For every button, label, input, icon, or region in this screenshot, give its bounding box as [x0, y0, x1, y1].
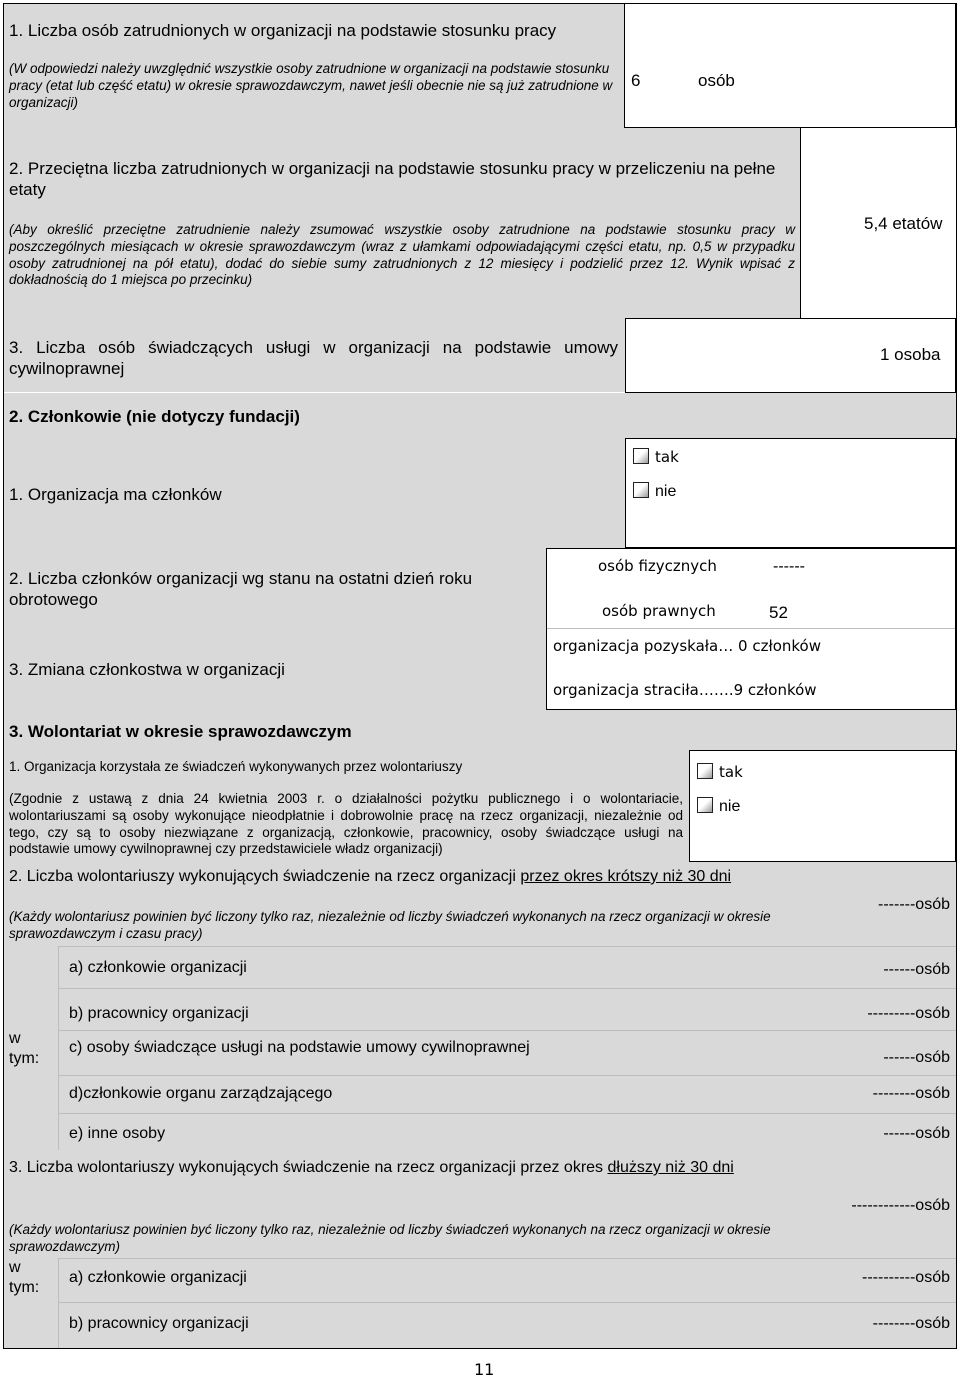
members-yes-option[interactable] [633, 448, 679, 467]
volunteering-section-title: 3. Wolontariat w okresie sprawozdawczym [9, 722, 352, 741]
volunteering-q2-title-period: przez okres krótszy niż 30 dni [520, 868, 732, 885]
employment-q1-note: (W odpowiedzi należy uwzględnić wszystkie osoby zatrudnione w organizacji na podstawie stosunku pracy (etat lub część etatu) w okresie sprawozdawczym, nawet jeśli obecnie nie są już zatrudnione w organizacji) [9, 61, 613, 110]
members-no-option[interactable] [633, 482, 676, 502]
members-legal-value[interactable]: 52 [769, 603, 788, 622]
members-lost[interactable]: organizacja straciła…….9 członków [553, 681, 817, 699]
members-gained[interactable]: organizacja pozyskała… 0 członków [553, 637, 821, 655]
q3-row-b-value[interactable]: --------osób [872, 1315, 950, 1332]
employment-q2-note: (Aby określić przeciętne zatrudnienie należy zsumować wszystkie osoby zatrudnione na podstawie stosunku pracy w poszczególnych miesiącach w okresie sprawozdawczym (wraz z ułamkami odpowiadającymi części etatu, np. 0,5 w przypadku osoby zatrudnionej na pół etatu), dodać do siebie sumy zatrudnionych z 12 miesięcy i podzielić przez 12. Wynik wpisać z dokładnością do 1 miejsca po przecinku) [9, 222, 795, 288]
employment-q1-value: 6 [631, 71, 641, 90]
q2-row-d-label: d)członkowie organu zarządzającego [69, 1085, 333, 1102]
volunteering-q3-title-text: 3. Liczba wolontariuszy wykonujących świadczenie na rzecz organizacji przez okres [9, 1159, 608, 1176]
q2-row-e-label: e) inne osoby [69, 1125, 166, 1142]
volunteering-q2-value[interactable]: -------osób [878, 896, 950, 913]
members-natural-value[interactable]: ------ [773, 558, 805, 575]
volunteering-q3-title-period: dłuższy niż 30 dni [607, 1159, 734, 1176]
volunteering-yes-option[interactable] [697, 763, 743, 782]
members-section-title: 2. Członkowie (nie dotyczy fundacji) [9, 407, 300, 426]
q2-row-d-value[interactable]: --------osób [872, 1085, 950, 1102]
volunteering-q2-note: (Każdy wolontariusz powinien być liczony tylko raz, niezależnie od liczby świadczeń wykonanych na rzecz organizacji w okresie sprawozdawczym i czasu pracy) [9, 909, 771, 941]
q2-row-a-label: a) członkowie organizacji [69, 959, 247, 976]
volunteering-q1-label: 1. Organizacja korzystała ze świadczeń wykonywanych przez wolontariuszy [9, 759, 463, 774]
employment-q1-answer[interactable] [624, 3, 956, 128]
q2-row-e-value[interactable]: ------osób [883, 1125, 950, 1142]
q2-row-divider [58, 946, 956, 947]
q3-row-divider [58, 1258, 956, 1259]
members-divider [547, 628, 955, 629]
volunteering-q3-value[interactable]: ------------osób [851, 1197, 950, 1214]
members-q3-label: 3. Zmiana członkostwa w organizacji [9, 660, 285, 679]
checkbox-icon[interactable] [697, 763, 713, 779]
q2-row-b-value[interactable]: ---------osób [867, 1005, 950, 1022]
volunteering-q2-intym: w tym: [9, 1030, 40, 1067]
volunteering-q3-intym: w tym: [9, 1259, 40, 1296]
employment-q1-title: 1. Liczba osób zatrudnionych w organizacji na podstawie stosunku pracy [9, 21, 557, 40]
members-natural-label: osób fizycznych [598, 557, 717, 575]
checkbox-icon[interactable] [633, 482, 649, 498]
q2-row-a-value[interactable]: ------osób [883, 961, 950, 978]
volunteering-q3-note: (Każdy wolontariusz powinien być liczony tylko raz, niezależnie od liczby świadczeń wykonanych na rzecz organizacji w okresie sprawozdawczym) [9, 1222, 771, 1254]
volunteering-q1-note: (Zgodnie z ustawą z dnia 24 kwietnia 2003 r. o działalności pożytku publicznego i o wolontariacie, wolontariuszami są osoby wykonujące nieodpłatnie i dobrowolnie pracę na rzecz organizacji, niezależnie od tego, czy są to osoby niezwiązane z organizacją, członkowie, pracownicy, osoby świadczące usługi na podstawie umowy cywilnoprawnej czy przedstawiciele władz organizacji) [9, 791, 683, 857]
employment-q2-title: 2. Przeciętna liczba zatrudnionych w organizacji na podstawie stosunku pracy w przeliczeniu na pełne etaty [9, 159, 776, 199]
volunteering-q2-title [9, 867, 789, 887]
checkbox-icon[interactable] [697, 797, 713, 813]
members-q1-label: 1. Organizacja ma członków [9, 485, 222, 504]
q3-row-divider [58, 1302, 956, 1303]
volunteering-yes-label: tak [719, 763, 743, 781]
members-yes-label: tak [655, 448, 679, 466]
q3-row-b-label: b) pracownicy organizacji [69, 1315, 249, 1332]
employment-q3-value: 1 osoba [880, 345, 941, 364]
page-number: 11 [474, 1360, 495, 1379]
q2-row-c-value[interactable]: ------osób [883, 1049, 950, 1066]
volunteering-q3-title [9, 1158, 789, 1178]
employment-q1-unit: osób [698, 71, 735, 90]
q2-row-divider [58, 1113, 956, 1114]
employment-q3-title: 3. Liczba osób świadczących usługi w organizacji na podstawie umowy cywilnoprawnej [9, 338, 618, 378]
q2-row-c-label: c) osoby świadczące usługi na podstawie umowy cywilnoprawnej [69, 1039, 530, 1056]
members-legal-label: osób prawnych [602, 602, 716, 620]
members-no-label: nie [655, 483, 677, 500]
q2-row-divider [58, 1075, 956, 1076]
q2-row-divider [58, 988, 956, 989]
members-q2-label: 2. Liczba członków organizacji wg stanu na ostatni dzień roku obrotowego [9, 569, 473, 609]
q2-row-b-label: b) pracownicy organizacji [69, 1005, 249, 1022]
checkbox-icon[interactable] [633, 448, 649, 464]
employment-q2-value: 5,4 etatów [864, 214, 943, 233]
q2-row-divider [58, 1030, 956, 1031]
q3-row-a-value[interactable]: ----------osób [862, 1269, 950, 1286]
volunteering-no-option[interactable] [697, 797, 740, 817]
volunteering-q2-title-text: 2. Liczba wolontariuszy wykonujących świadczenie na rzecz organizacji [9, 868, 521, 885]
q3-row-a-label: a) członkowie organizacji [69, 1269, 247, 1286]
volunteering-no-label: nie [719, 798, 741, 815]
